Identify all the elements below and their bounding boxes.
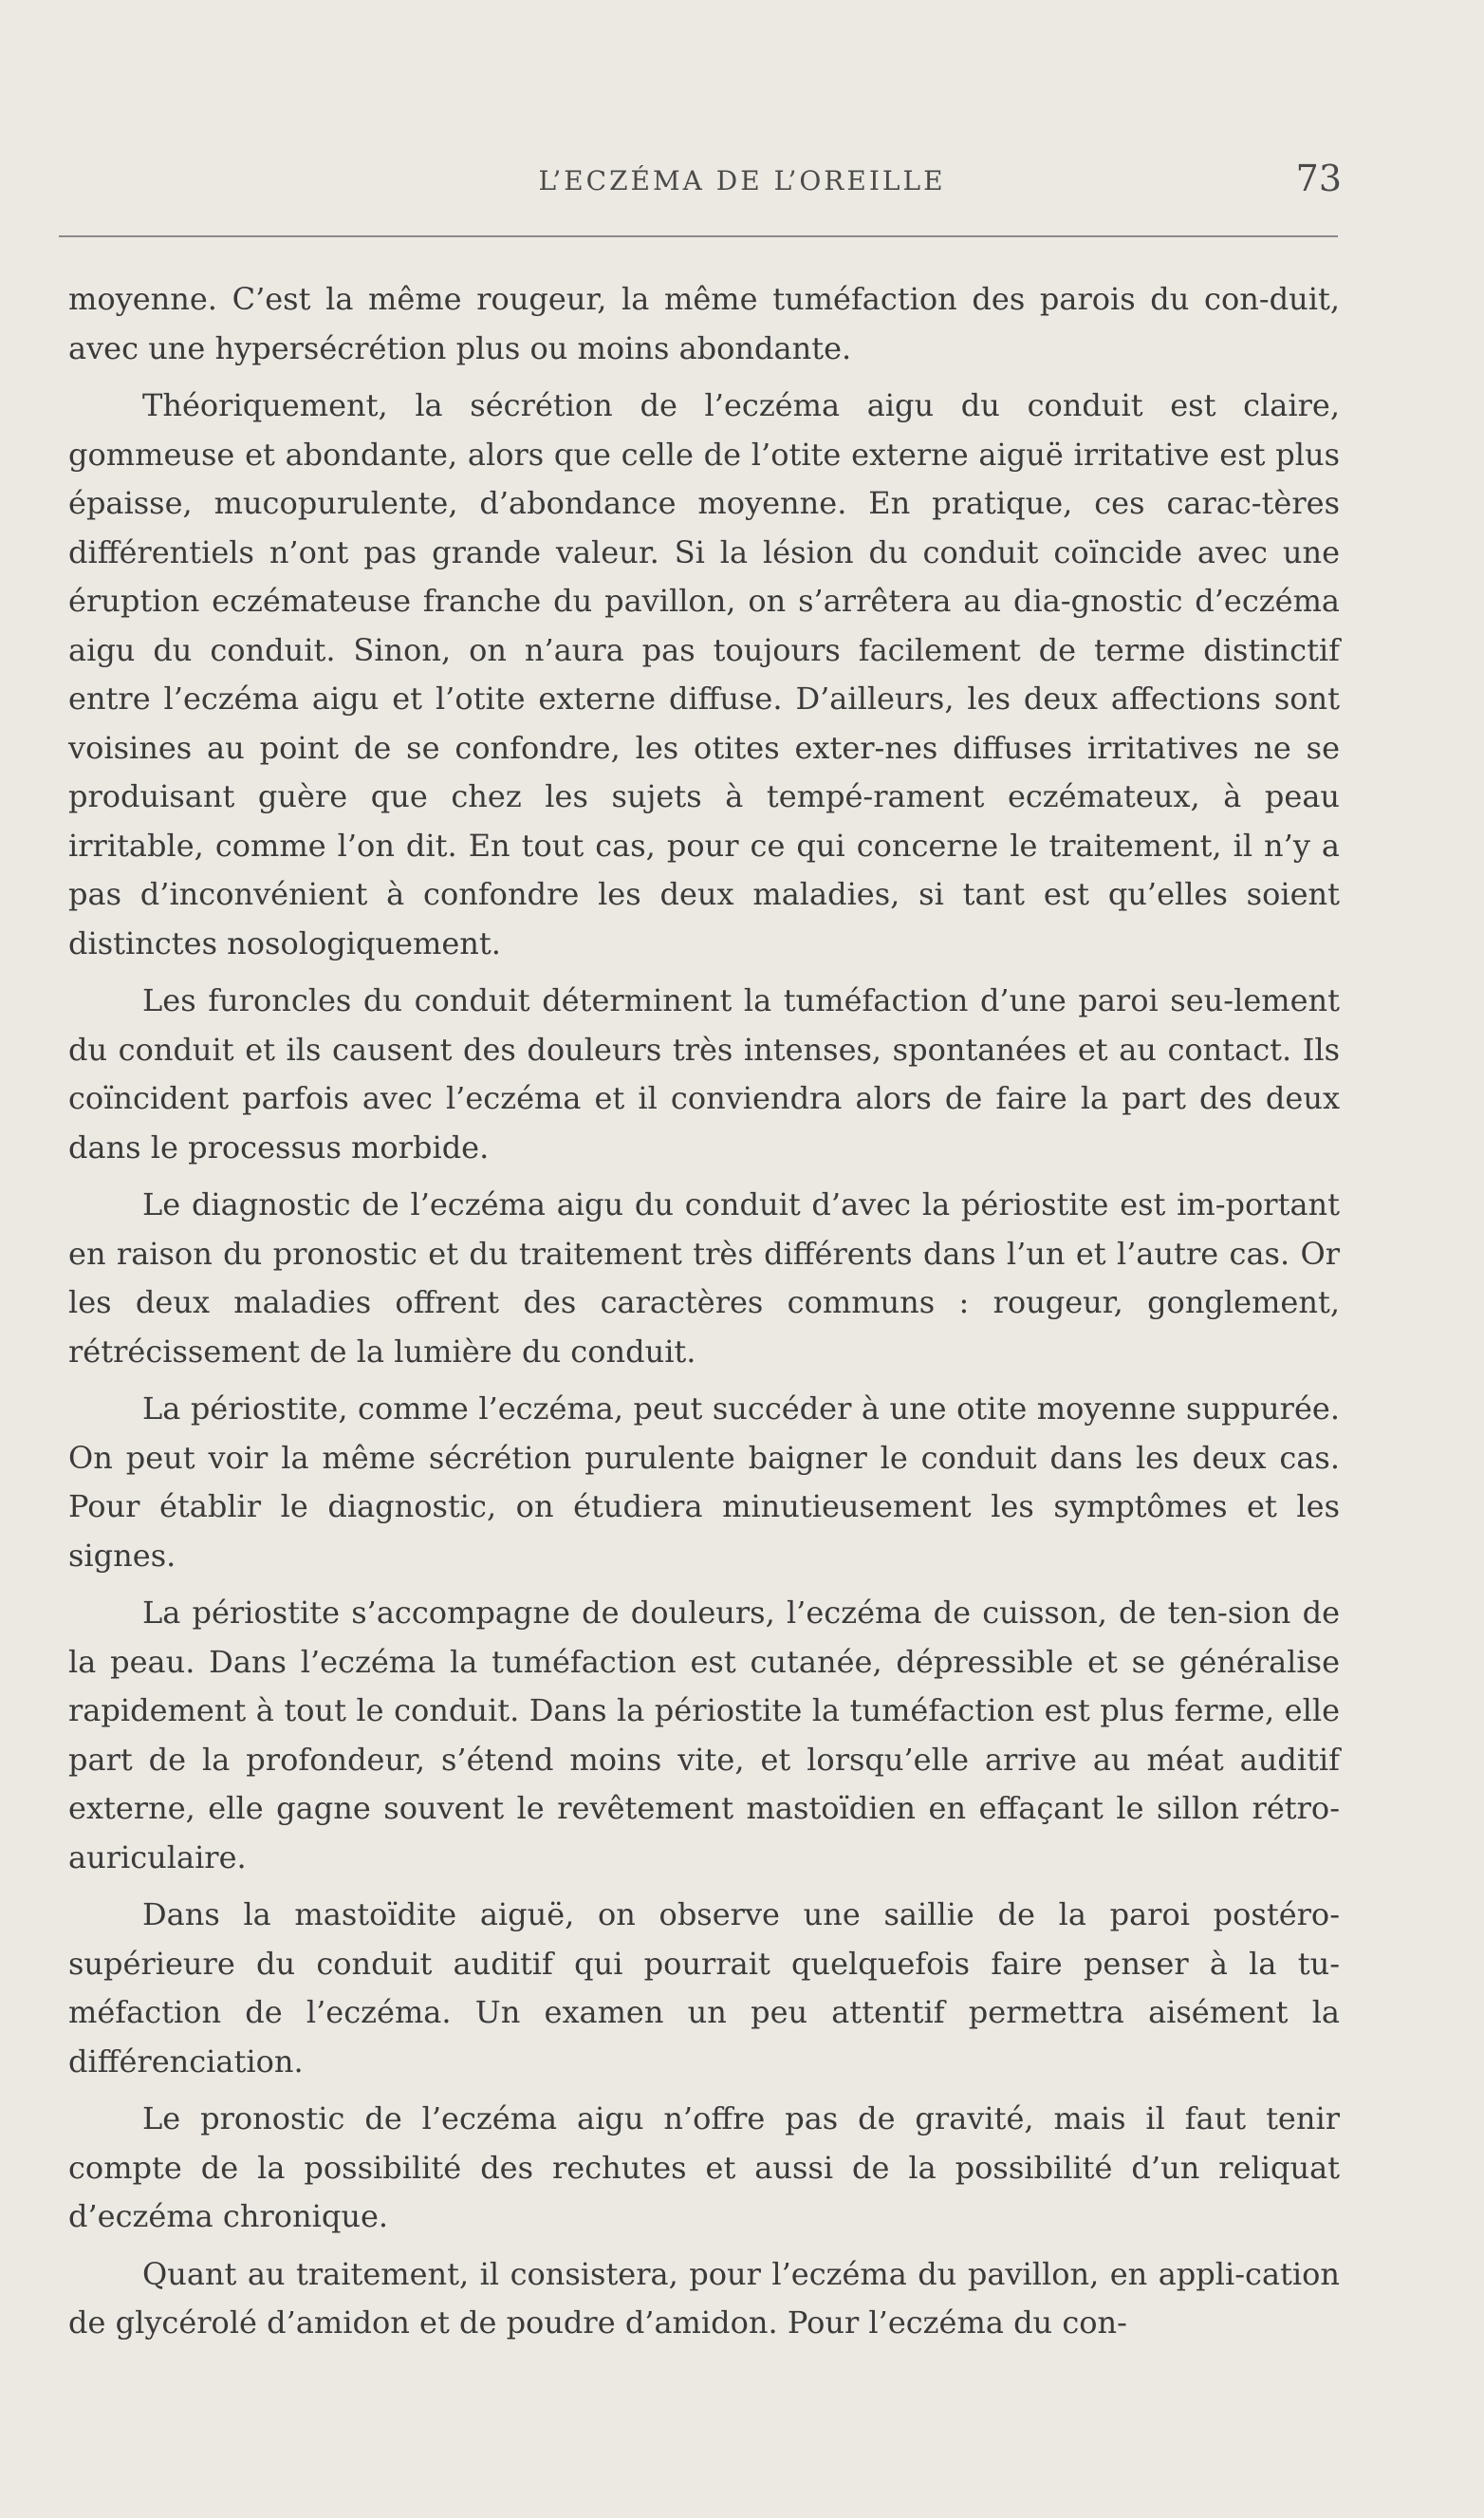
paragraph: Les furoncles du conduit déterminent la tuméfaction d’une paroi seu-lement du conduit et ils causent des douleurs très intenses, spontanées et au contact. Ils coïncident parfois avec l’eczéma et il conviendra alors de faire la part des deux dans le processus morbide.	[68, 982, 1340, 1166]
running-title: L’ECZÉMA DE L’OREILLE	[538, 165, 946, 196]
paragraph: Le pronostic de l’eczéma aigu n’offre pas de gravité, mais il faut tenir compte de la possibilité des rechutes et aussi de la possibilité d’un reliquat d’eczéma chronique.	[68, 2100, 1340, 2234]
paragraph: Quant au traitement, il consistera, pour l’eczéma du pavillon, en appli-cation de glycérolé d’amidon et de poudre d’amidon. Pour l’eczéma du con-	[68, 2255, 1340, 2341]
paragraph: Le diagnostic de l’eczéma aigu du conduit d’avec la périostite est im-portant en raison du pronostic et du traitement très différents dans l’un et l’autre cas. Or les deux maladies offrent des caractères communs : rougeur, gonglement, rétrécissement de la lumière du conduit.	[68, 1186, 1340, 1370]
paragraph: La périostite, comme l’eczéma, peut succéder à une otite moyenne suppurée. On peut voir la même sécrétion purulente baigner le conduit dans les deux cas. Pour établir le diagnostic, on étudiera minutieusement les symptômes et les signes.	[68, 1390, 1340, 1574]
paragraph: Théoriquement, la sécrétion de l’eczéma aigu du conduit est claire, gommeuse et abondante, alors que celle de l’otite externe aiguë irritative est plus épaisse, mucopurulente, d’abondance moyenne. En pratique, ces carac-tères différentiels n’ont pas grande valeur. Si la lésion du conduit coïncide avec une éruption eczémateuse franche du pavillon, on s’arrêtera au dia-gnostic d’eczéma aigu du conduit. Sinon, on n’aura pas toujours facilement de terme distinctif entre l’eczéma aigu et l’otite externe diffuse. D’ailleurs, les deux affections sont voisines au point de se confondre, les otites exter-nes diffuses irritatives ne se produisant guère que chez les sujets à tempé-rament eczémateux, à peau irritable, comme l’on dit. En tout cas, pour ce qui concerne le traitement, il n’y a pas d’inconvénient à confondre les deux maladies, si tant est qu’elles soient distinctes nosologiquement.	[68, 387, 1340, 961]
header-rule	[59, 235, 1338, 237]
running-head	[0, 158, 1484, 218]
page-number: 73	[1295, 158, 1342, 199]
body-text	[68, 275, 1340, 2357]
paragraph: moyenne. C’est la même rougeur, la même tuméfaction des parois du con-duit, avec une hypersécrétion plus ou moins abondante.	[68, 281, 1340, 366]
paragraph: La périostite s’accompagne de douleurs, l’eczéma de cuisson, de ten-sion de la peau. Dans l’eczéma la tuméfaction est cutanée, dépressible et se généralise rapidement à tout le conduit. Dans la périostite la tuméfaction est plus ferme, elle part de la profondeur, s’étend moins vite, et lorsqu’elle arrive au méat auditif externe, elle gagne souvent le revêtement mastoïdien en effaçant le sillon rétro-auriculaire.	[68, 1595, 1340, 1875]
paragraph: Dans la mastoïdite aiguë, on observe une saillie de la paroi postéro-supérieure du conduit auditif qui pourrait quelquefois faire penser à la tu-méfaction de l’eczéma. Un examen un peu attentif permettra aisément la différenciation.	[68, 1896, 1340, 2080]
